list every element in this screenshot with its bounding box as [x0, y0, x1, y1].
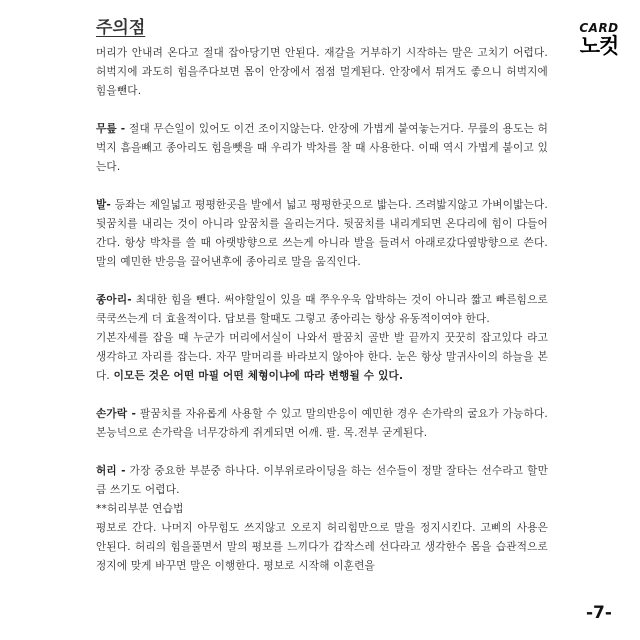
waist-heading: 허리 -	[96, 465, 126, 477]
waist-practice-subheading: **허리부분 연습법	[96, 503, 184, 515]
foot-paragraph	[96, 196, 548, 272]
posture-paragraph	[96, 329, 548, 386]
calf-paragraph	[96, 291, 548, 329]
waist-practice-text: 평보로 간다. 나머지 아무힘도 쓰지않고 오로지 허리힘만으로 말을 정지시킨다. 고삐의 사용은 안된다. 허리의 힘을풀면서 말의 평보를 느끼다가 갑작스레 선다라고 생각한수 몸을 습관적으로 정지에 맞게 바꾸면 말은 이행한다. 평보로 시작해 이훈련을	[96, 522, 548, 572]
calf-heading: 종아리-	[96, 294, 132, 306]
page-number: -7-	[586, 603, 612, 623]
knee-text: 절대 무슨일이 있어도 이건 조이지않는다. 안장에 가볍게 붙여놓는거다. 무릎의 용도는 허벅지 흠을빼고 종아리도 힘을뺏을 때 우리가 박차를 찰 때 사용한다. 이때 역시 가볍게 붙이고 있는다.	[96, 123, 549, 173]
knee-paragraph	[96, 120, 548, 177]
page-title: 주의점	[96, 18, 146, 38]
foot-heading: 발-	[96, 199, 112, 211]
intro-paragraph: 머리가 안내려 온다고 절대 잡아당기면 안된다. 재갈을 거부하기 시작하는 말은 고치기 어렵다.허벅지에 과도히 힘을주다보면 몸이 안장에서 점점 멀게된다. 안장에서 튀겨도 좋으니 허벅지에 힘을뺀다.	[96, 47, 548, 97]
logo-nocut-text: 노컷	[579, 34, 619, 58]
knee-heading: 무릎 -	[96, 123, 126, 135]
waist-text: 가장 중요한 부분중 하나다. 이부위로라이딩을 하는 선수들이 정말 잘타는 선수라고 할만큼 쓰기도 어렵다.	[96, 465, 549, 496]
calf-text: 최대한 힘을 뺀다. 써야할일이 있을 때 쭈우우욱 압박하는 것이 아니라 짧고 빠른힘으로 쿡쿡쓰는게 더 효율적이다. 답보를 할때도 그렇고 종아리는 항상 유동적이여야 한다.	[96, 294, 548, 325]
fingers-text: 팔꿈치를 자유롭게 사용할 수 있고 말의반응이 예민한 경우 손가락의 굴요가 가능하다. 본능넉으로 손가락을 너무강하게 쥐게되면 어깨. 팔. 목.전부 굳게된다.	[96, 408, 548, 439]
fingers-heading: 손가락 -	[96, 408, 137, 420]
foot-text: 등좌는 제일넓고 평평한곳을 발에서 넓고 평평한곳으로 밟는다. 즈려밟지않고 가벼이밟는다. 뒷꿈치를 내리는 것이 아니라 앞꿈치를 올리는거다. 뒷꿈치를 내리게되면 온다리에 힘이 다들어간다. 항상 박차를 쓸 때 아랫방향으로 쓰는게 아니라 발을 들려서 아래로갔다옆방향으로 쓴다. 말의 예민한 반응을 끌어낸후에 종아리로 말을 움직인다.	[96, 199, 548, 268]
posture-text: 기본자세를 잡을 때 누군가 머리에서실이 나와서 팔꿈치 골반 발 끝까지 꿋꿋히 잡고있다 라고 생각하고 자리를 잡는다. 자꾸 말머리를 바라보지 않아야 한다. 눈은 항상 말귀사이의 하늘을 본다.	[96, 332, 548, 382]
waist-paragraph	[96, 462, 548, 500]
fingers-paragraph	[96, 405, 548, 443]
logo-card-text: CARD	[579, 21, 619, 35]
posture-emphasis: 이모든 것은 어떤 마필 어떤 체형이냐에 따라 변행될 수 있다.	[113, 370, 404, 382]
logo	[574, 22, 624, 58]
document-body	[96, 16, 548, 576]
